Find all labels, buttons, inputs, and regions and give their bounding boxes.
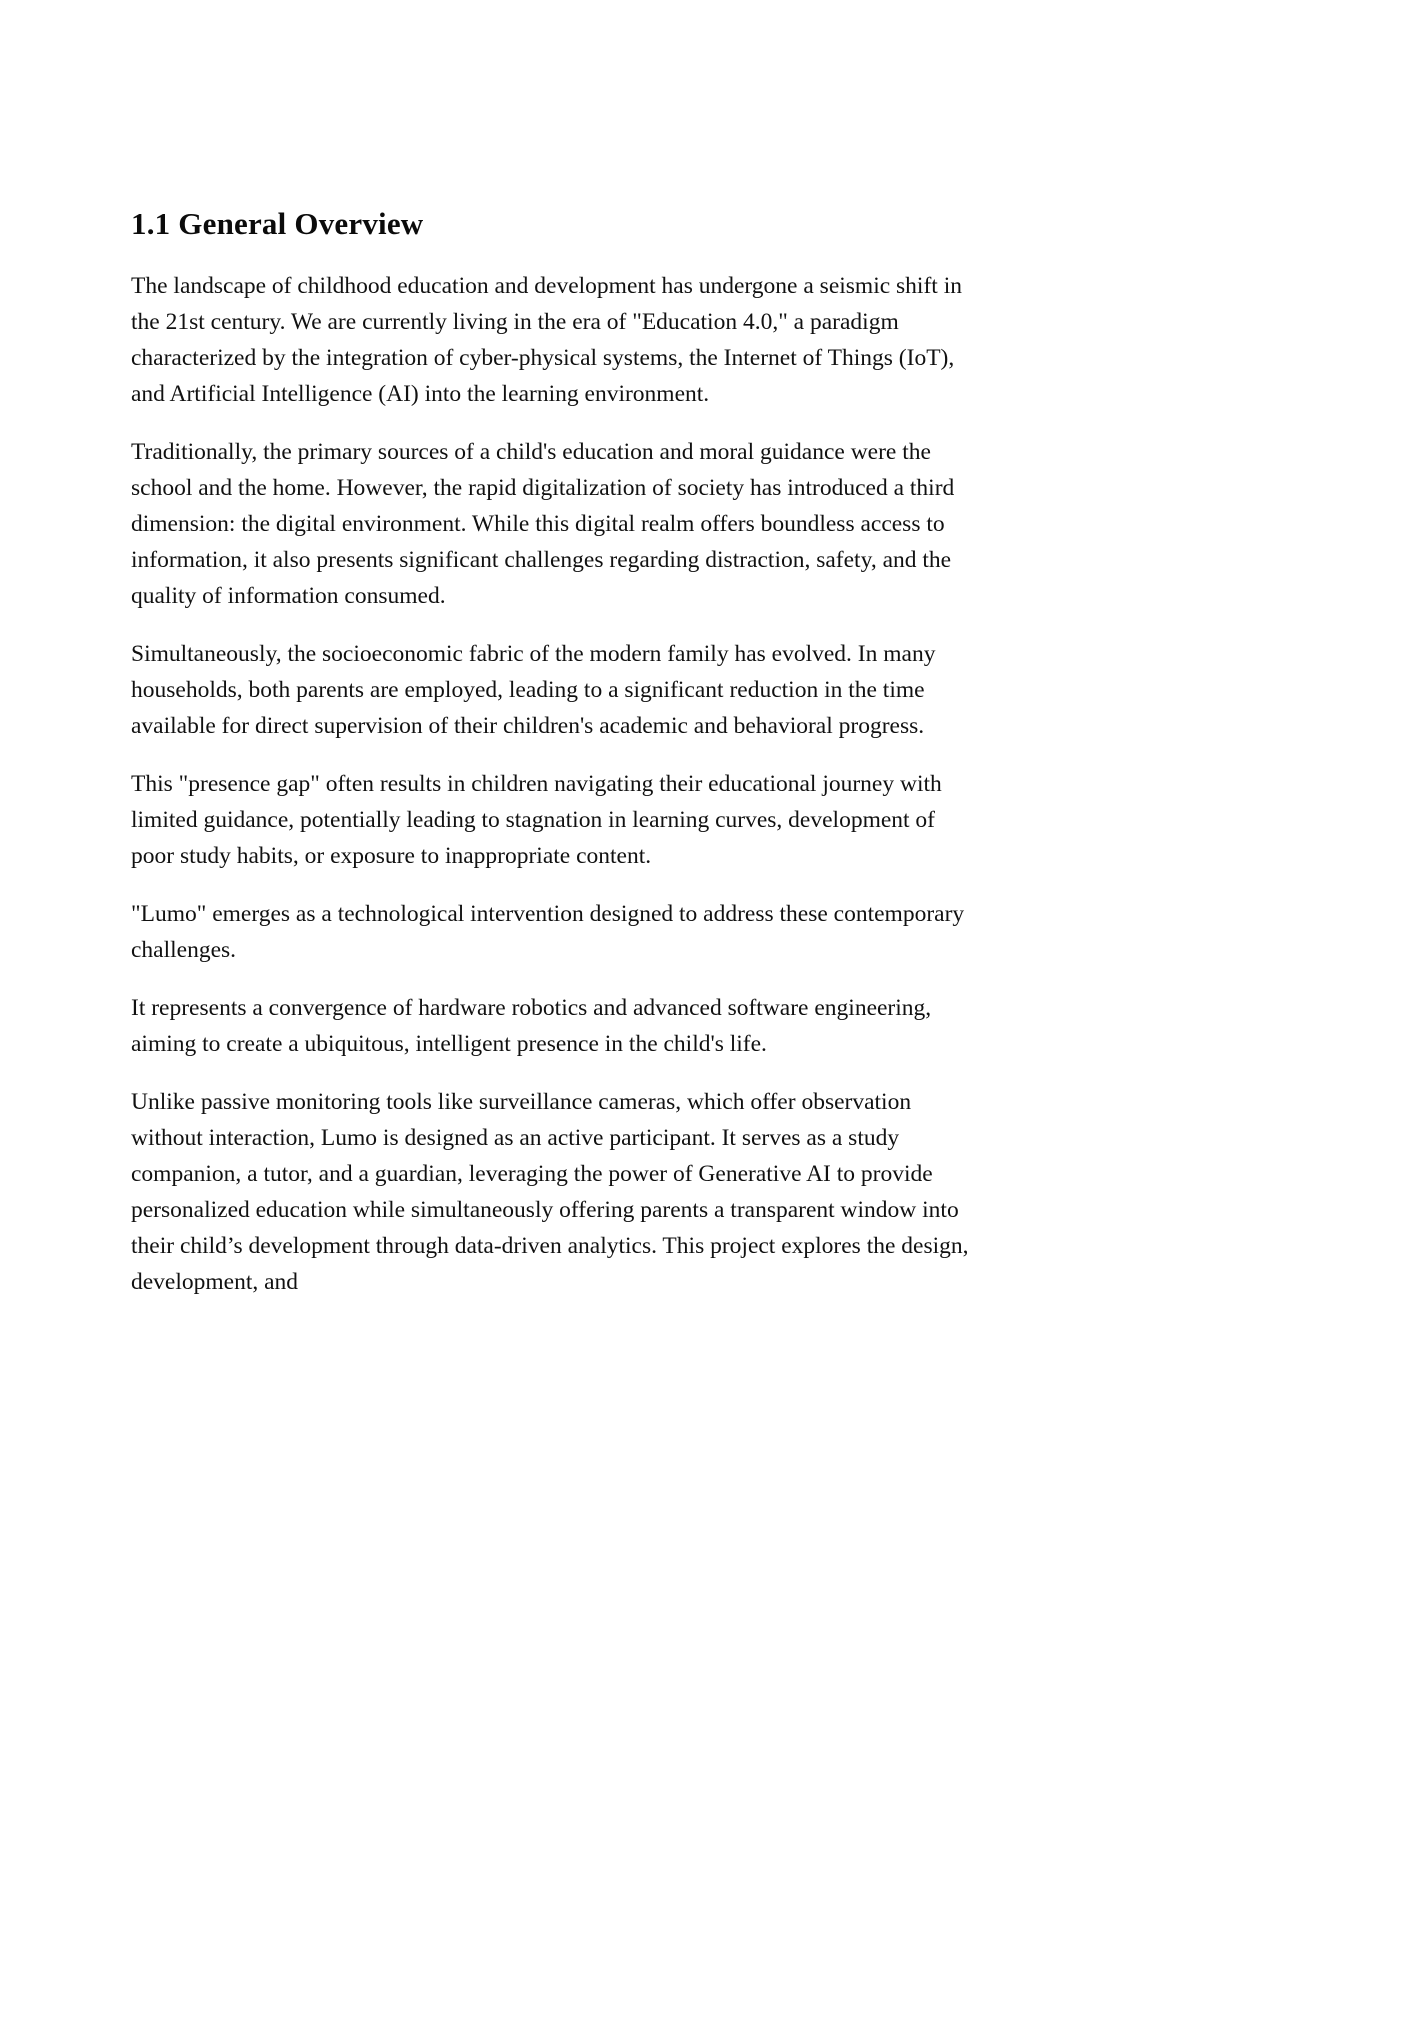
document-content (131, 205, 976, 1300)
paragraph-traditional-sources: Traditionally, the primary sources of a child's education and moral guidance were the school and the home. However, the rapid digitalization of society has introduced a third dimension: the digital environment. While this digital realm offers boundless access to information, it also presents significant challenges regarding distraction, safety, and the quality of information consumed. (131, 439, 955, 610)
paragraph-convergence: It represents a convergence of hardware robotics and advanced software engineering, aiming to create a ubiquitous, intelligent presence in the child's life. (131, 995, 932, 1058)
paragraph-presence-gap: This "presence gap" often results in children navigating their educational journey with limited guidance, potentially leading to stagnation in learning curves, development of poor study habits, or exposure to inappropriate content. (131, 771, 942, 870)
paragraph-lumo-intro: "Lumo" emerges as a technological intervention designed to address these contemporary challenges. (131, 901, 965, 964)
paragraph-intro-education-shift: The landscape of childhood education and development has undergone a seismic shift in the 21st century. We are currently living in the era of "Education 4.0," a paradigm characterized by the integration of cyber-physical systems, the Internet of Things (IoT), and Artificial Intelligence (AI) into the learning environment. (131, 273, 962, 408)
paragraph-socioeconomic-fabric: Simultaneously, the socioeconomic fabric of the modern family has evolved. In many households, both parents are employed, leading to a significant reduction in the time available for direct supervision of their children's academic and behavioral progress. (131, 641, 936, 740)
section-heading: 1.1 General Overview (131, 206, 424, 241)
paragraph-active-participant: Unlike passive monitoring tools like surveillance cameras, which offer observation without interaction, Lumo is designed as an active participant. It serves as a study companion, a tutor, and a guardian, leveraging the power of Generative AI to provide personalized education while simultaneously offering parents a transparent window into their child’s development through data-driven analytics. This project explores the design, development, and (131, 1089, 969, 1296)
